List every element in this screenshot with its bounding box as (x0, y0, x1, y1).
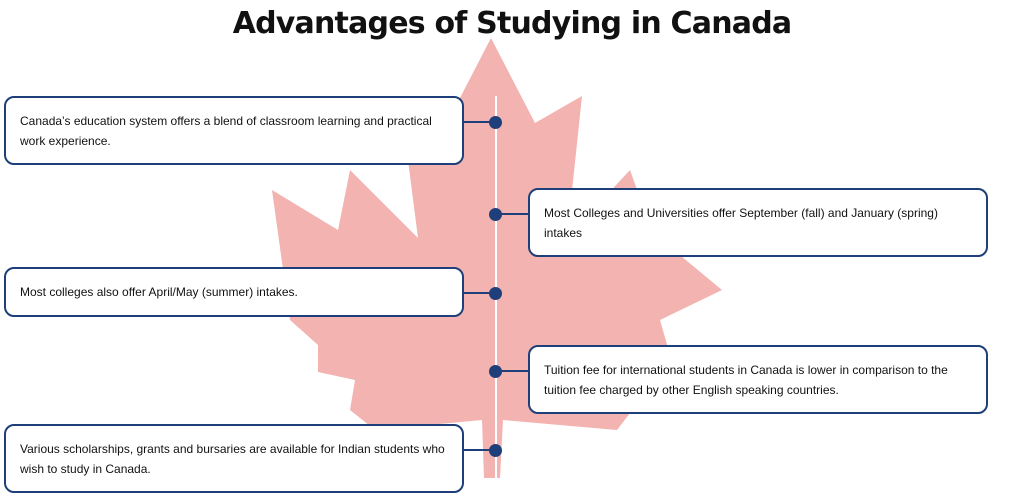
timeline-card-text: Various scholarships, grants and bursaries are available for Indian students who wish to study in Canada. (20, 441, 445, 476)
timeline-dot (489, 365, 502, 378)
timeline-card-text: Most colleges also offer April/May (summer) intakes. (20, 285, 298, 299)
timeline-card-text: Tuition fee for international students in Canada is lower in comparison to the tuition fee charged by other English speaking countries. (544, 362, 948, 397)
timeline-dot (489, 444, 502, 457)
timeline-card-4 (528, 345, 988, 414)
timeline-card-text: Canada’s education system offers a blend of classroom learning and practical work experience. (20, 113, 432, 148)
timeline-dot (489, 208, 502, 221)
timeline-card-text: Most Colleges and Universities offer September (fall) and January (spring) intakes (544, 205, 938, 240)
timeline-card-5 (4, 424, 464, 493)
timeline-card-3 (4, 267, 464, 317)
page-title: Advantages of Studying in Canada (232, 6, 792, 41)
timeline-card-1 (4, 96, 464, 165)
timeline-dot (489, 287, 502, 300)
timeline-dot (489, 116, 502, 129)
timeline-card-2 (528, 188, 988, 257)
